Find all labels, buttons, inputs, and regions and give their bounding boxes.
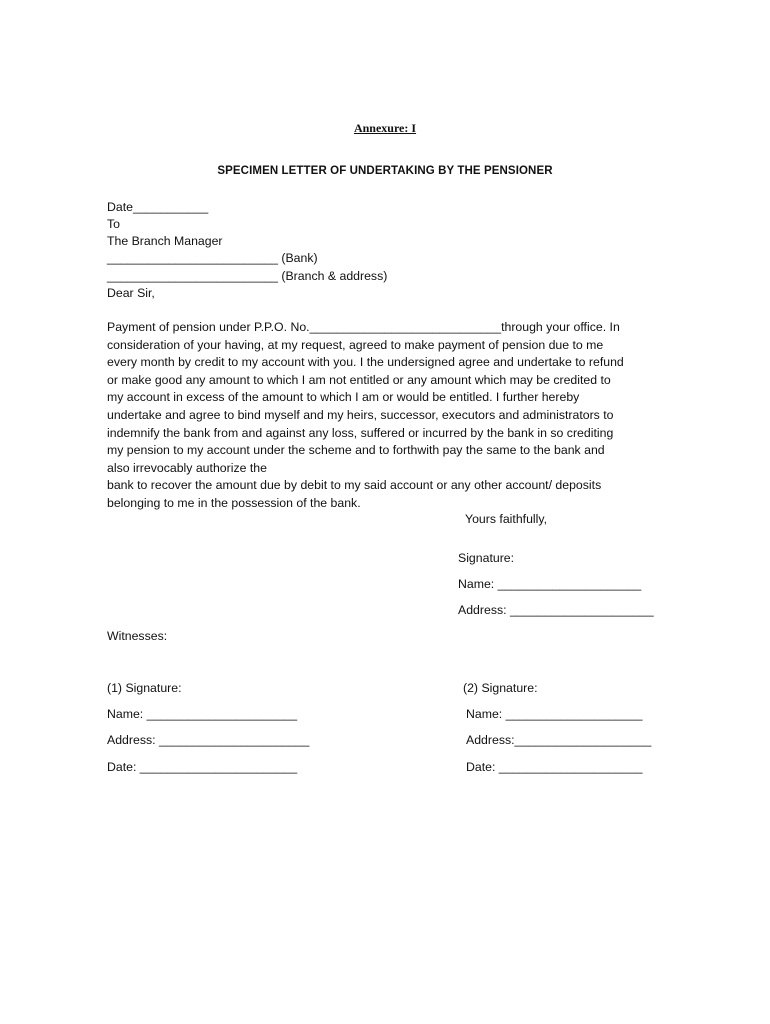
paragraph-line: undertake and agree to bind myself and my heirs, successor, executors and administrators to <box>107 407 614 422</box>
paragraph-line: my account in excess of the amount to which I am or would be entitled. I further hereby <box>107 390 580 405</box>
to-line: To <box>107 217 120 231</box>
undertaking-paragraph <box>107 319 667 513</box>
paragraph-line: my pension to my account under the scheme and to forthwith pay the same to the bank and <box>107 443 605 458</box>
witness1-signature-label: (1) Signature: <box>107 681 182 695</box>
branch-line: _________________________ (Branch & address) <box>107 269 388 283</box>
yours-faithfully: Yours faithfully, <box>465 512 548 526</box>
pensioner-name-field: Name: _____________________ <box>458 577 642 591</box>
paragraph-line: indemnify the bank from and against any loss, suffered or incurred by the bank in so crediting <box>107 425 614 440</box>
document-title: SPECIMEN LETTER OF UNDERTAKING BY THE PENSIONER <box>217 165 553 177</box>
witness1-address-field: Address: ______________________ <box>107 733 310 747</box>
paragraph-line: belonging to me in the possession of the bank. <box>107 495 361 510</box>
witness2-address-field: Address:____________________ <box>466 733 652 747</box>
paragraph-line: every month by credit to my account with you. I the undersigned agree and undertake to refund <box>107 355 624 370</box>
bank-line: _________________________ (Bank) <box>107 251 318 265</box>
recipient-line: The Branch Manager <box>107 234 223 248</box>
witness2-name-field: Name: ____________________ <box>466 707 643 721</box>
pensioner-address-field: Address: _____________________ <box>458 603 654 617</box>
paragraph-line: Payment of pension under P.P.O. No.____________________________through your office. In <box>107 320 620 334</box>
salutation: Dear Sir, <box>107 286 155 300</box>
witness2-date-field: Date: _____________________ <box>466 760 643 774</box>
paragraph-line: also irrevocably authorize the <box>107 460 267 475</box>
paragraph-line: bank to recover the amount due by debit to my said account or any other account/ deposits <box>107 478 602 493</box>
witness1-name-field: Name: ______________________ <box>107 707 298 721</box>
date-line: Date___________ <box>107 200 209 214</box>
witness1-date-field: Date: _______________________ <box>107 760 298 774</box>
paragraph-line: consideration of your having, at my request, agreed to make payment of pension due to me <box>107 337 604 352</box>
witness2-signature-label: (2) Signature: <box>463 681 538 695</box>
pensioner-signature-label: Signature: <box>458 551 515 565</box>
witnesses-heading: Witnesses: <box>107 629 168 643</box>
paragraph-line: or make good any amount to which I am not entitled or any amount which may be credited to <box>107 372 611 387</box>
annexure-label: Annexure: I <box>353 121 417 135</box>
